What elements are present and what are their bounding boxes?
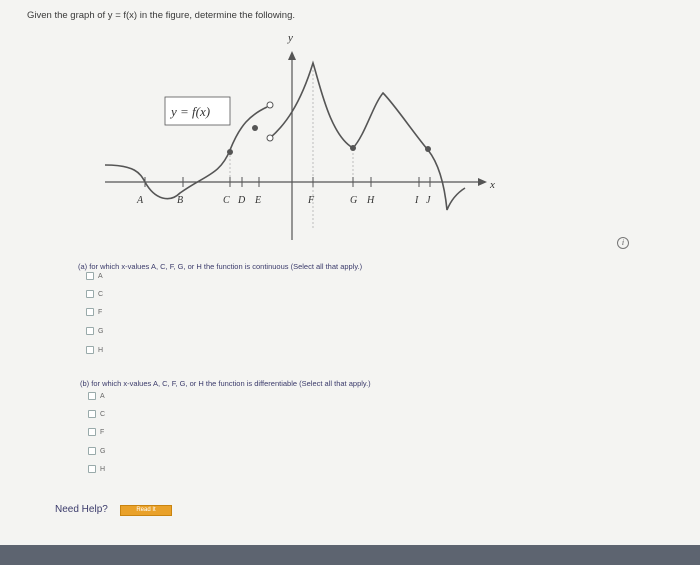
option-label: H [100, 465, 106, 473]
closed-point-i [425, 146, 431, 152]
function-label: y = f(x) [171, 104, 211, 119]
open-point-e [267, 135, 273, 141]
read-it-button[interactable]: Read It [120, 505, 172, 516]
part-b-option-f[interactable] [88, 426, 104, 438]
checkbox[interactable] [86, 327, 94, 335]
tick-label-j: J [426, 195, 431, 206]
part-b-option-g[interactable] [88, 445, 105, 457]
question-text: Given the graph of y = f(x) in the figure, determine the following. [27, 10, 295, 21]
x-axis-arrow [478, 178, 487, 186]
option-label: A [100, 392, 105, 400]
closed-point-d [252, 125, 258, 131]
y-axis-arrow [288, 51, 296, 60]
part-b-option-c[interactable] [88, 408, 105, 420]
part-b-option-a[interactable] [88, 390, 105, 402]
tick-label-e: E [255, 195, 262, 206]
open-point-d [267, 102, 273, 108]
tick-label-g: G [350, 195, 358, 206]
option-label: C [100, 410, 106, 418]
tick-label-b: B [177, 195, 184, 206]
function-curve-segment [270, 63, 465, 210]
function-graph [95, 25, 505, 250]
part-a-option-g[interactable] [86, 325, 103, 337]
tick-label-a: A [137, 195, 144, 206]
option-label: G [100, 447, 106, 455]
option-label: G [98, 327, 104, 335]
part-b-prompt: (b) for which x-values A, C, F, G, or H the function is differentiable (Select all that apply.) [80, 379, 371, 388]
checkbox[interactable] [88, 410, 96, 418]
bottom-bar [0, 545, 700, 565]
closed-point-g [350, 145, 356, 151]
tick-label-f: F [308, 195, 315, 206]
option-label: H [98, 346, 104, 354]
tick-label-c: C [223, 195, 230, 206]
checkbox[interactable] [86, 308, 94, 316]
tick-labels [136, 195, 431, 206]
part-a-option-h[interactable] [86, 344, 103, 356]
part-a-prompt: (a) for which x-values A, C, F, G, or H the function is continuous (Select all that apply.) [78, 262, 363, 271]
need-help-label: Need Help? [55, 504, 108, 515]
part-a-option-c[interactable] [86, 288, 103, 300]
tick-label-i: I [415, 195, 419, 206]
checkbox[interactable] [88, 392, 96, 400]
part-b-option-h[interactable] [88, 463, 105, 475]
checkbox[interactable] [88, 428, 96, 436]
tick-label-h: H [367, 195, 375, 206]
option-label: C [98, 290, 104, 298]
checkbox[interactable] [88, 447, 96, 455]
x-axis-label: x [490, 179, 495, 191]
option-label: A [98, 272, 103, 280]
info-icon[interactable]: i [617, 237, 629, 249]
checkbox[interactable] [86, 346, 94, 354]
tick-label-d: D [238, 195, 246, 206]
part-a-option-a[interactable] [86, 270, 103, 282]
part-a-option-f[interactable] [86, 306, 102, 318]
checkbox[interactable] [88, 465, 96, 473]
option-label: F [98, 308, 103, 316]
option-label: F [100, 428, 105, 436]
y-axis-label: y [288, 32, 293, 44]
closed-point-c [227, 149, 233, 155]
checkbox[interactable] [86, 272, 94, 280]
checkbox[interactable] [86, 290, 94, 298]
